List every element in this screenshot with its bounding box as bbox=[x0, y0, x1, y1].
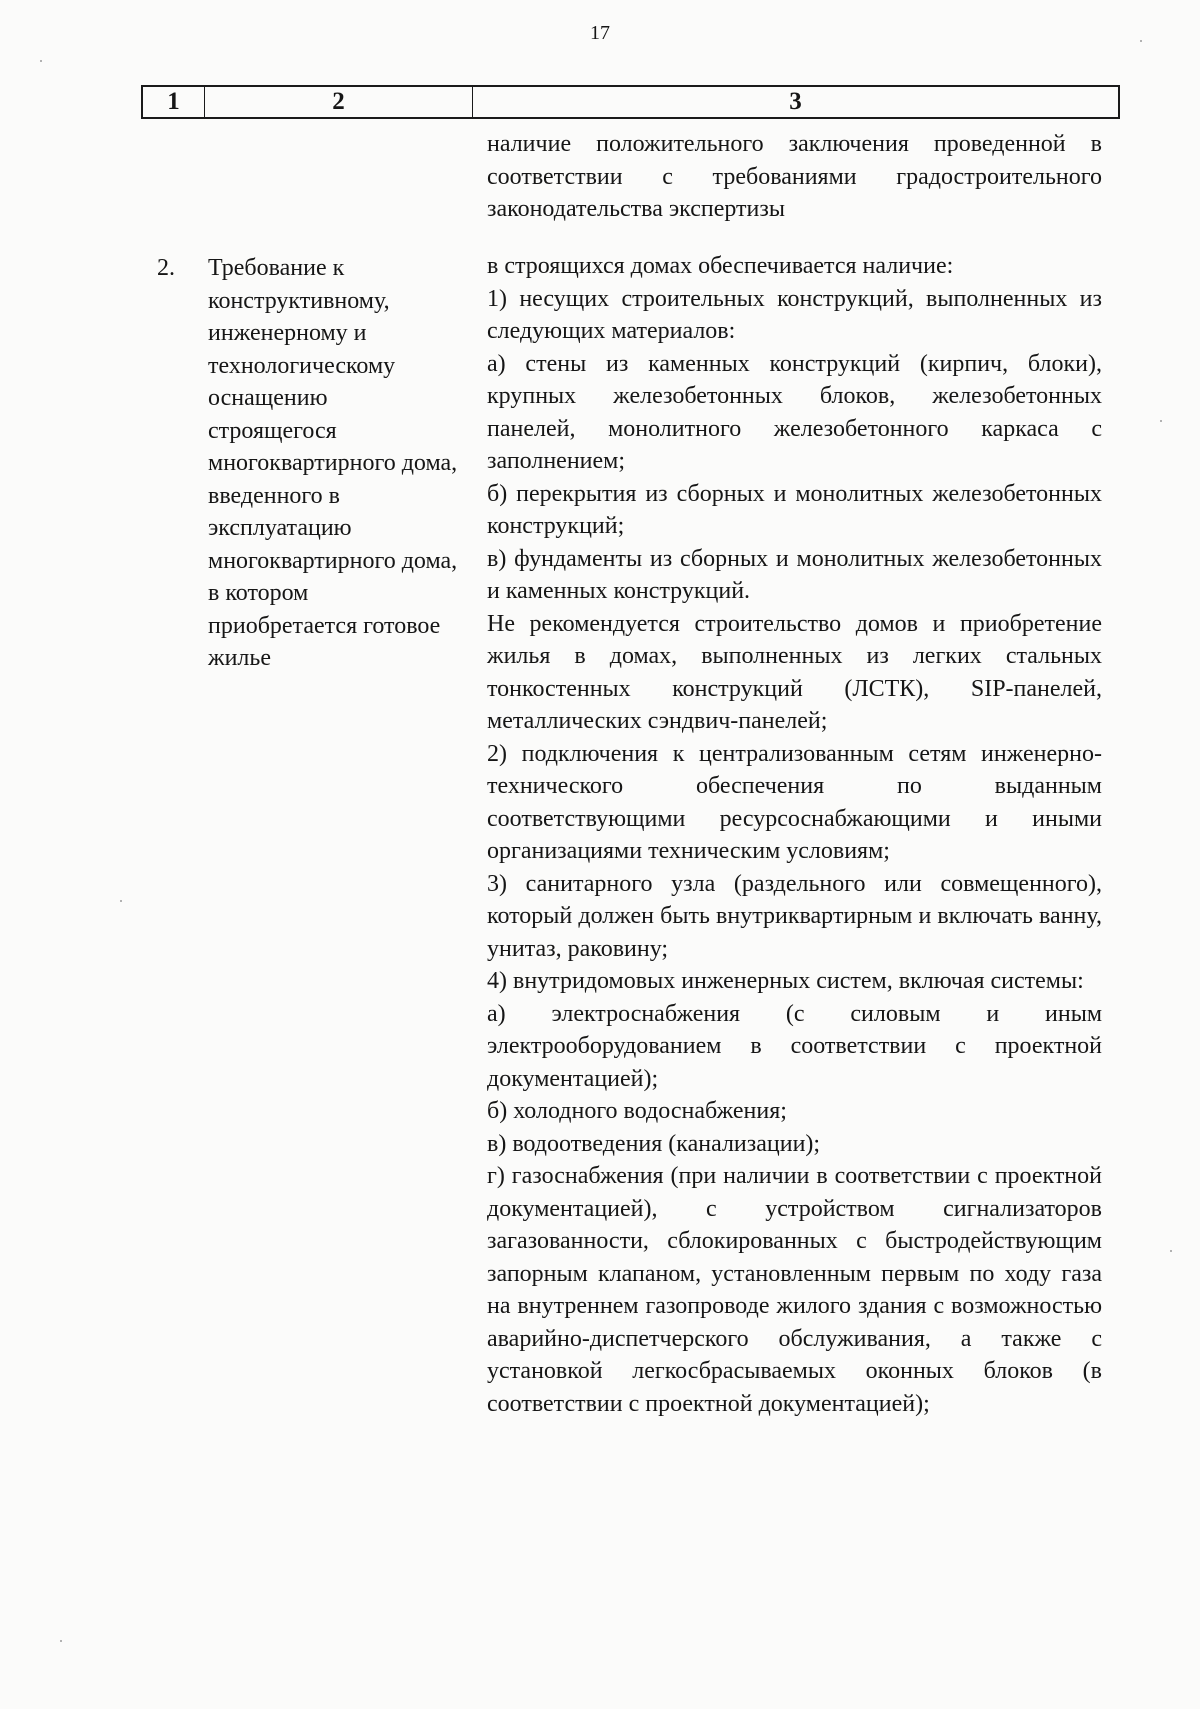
scan-speck bbox=[1140, 40, 1142, 42]
requirement-name: Требование к конструктивному, инженерному и технологическому оснащению строящегося многоквартирного дома, введенного в эксплуатацию многоквартирного дома, в котором приобретается готовое жилье bbox=[208, 255, 458, 671]
row-number: 2. bbox=[157, 255, 175, 281]
scan-speck bbox=[60, 1640, 62, 1642]
requirement-content bbox=[487, 250, 1102, 1420]
scan-speck bbox=[40, 60, 42, 62]
content-paragraph: а) стены из каменных конструкций (кирпич, блоки), крупных железобетонных блоков, железобетонных панелей, монолитного железобетонного каркаса с заполнением; bbox=[487, 350, 1102, 474]
scan-speck bbox=[120, 900, 122, 902]
header-col-1: 1 bbox=[143, 87, 205, 117]
content-paragraph: 3) санитарного узла (раздельного или совмещенного), который должен быть внутриквартирным и включать ванну, унитаз, раковину; bbox=[487, 870, 1102, 962]
content-paragraph: б) перекрытия из сборных и монолитных железобетонных конструкций; bbox=[487, 480, 1102, 539]
scan-speck bbox=[1170, 1250, 1172, 1252]
scan-speck bbox=[1160, 420, 1162, 422]
continuation-paragraph: наличие положительного заключения проведенной в соответствии с требованиями градостроительного законодательства экспертизы bbox=[487, 131, 1102, 222]
content-paragraph: г) газоснабжения (при наличии в соответствии с проектной документацией), с устройством сигнализаторов загазованности, сблокированных с быстродействующим запорным клапаном, установленным первым по ходу газа на внутреннем газопроводе жилого здания с возможностью аварийно-диспетчерского обслуживания, а также с установкой легкосбрасываемых оконных блоков (в соответствии с проектной документацией); bbox=[487, 1163, 1102, 1417]
header-col-2: 2 bbox=[205, 87, 473, 117]
content-paragraph: Не рекомендуется строительство домов и приобретение жилья в домах, выполненных из легких стальных тонкостенных конструкций (ЛСТК), SIP-панелей, металлических сэндвич-панелей; bbox=[487, 610, 1102, 734]
content-paragraph: 4) внутридомовых инженерных систем, включая системы: bbox=[487, 968, 1084, 994]
continuation-text bbox=[487, 128, 1102, 226]
content-paragraph: б) холодного водоснабжения; bbox=[487, 1098, 787, 1124]
content-paragraph: в) фундаменты из сборных и монолитных железобетонных и каменных конструкций. bbox=[487, 545, 1102, 604]
page-number: 17 bbox=[590, 22, 610, 44]
header-col-3: 3 bbox=[789, 88, 802, 115]
content-paragraph: 2) подключения к централизованным сетям инженерно-технического обеспечения по выданным соответствующими ресурсоснабжающими и иными организациями техническим условиям; bbox=[487, 740, 1102, 864]
table-header-row bbox=[141, 85, 1120, 119]
content-paragraph: в строящихся домах обеспечивается наличие: bbox=[487, 253, 954, 279]
content-paragraph: 1) несущих строительных конструкций, выполненных из следующих материалов: bbox=[487, 285, 1102, 344]
content-paragraph: в) водоотведения (канализации); bbox=[487, 1130, 821, 1157]
content-paragraph: а) электроснабжения (с силовым и иным электрооборудованием в соответствии с проектной документацией); bbox=[487, 1000, 1102, 1092]
